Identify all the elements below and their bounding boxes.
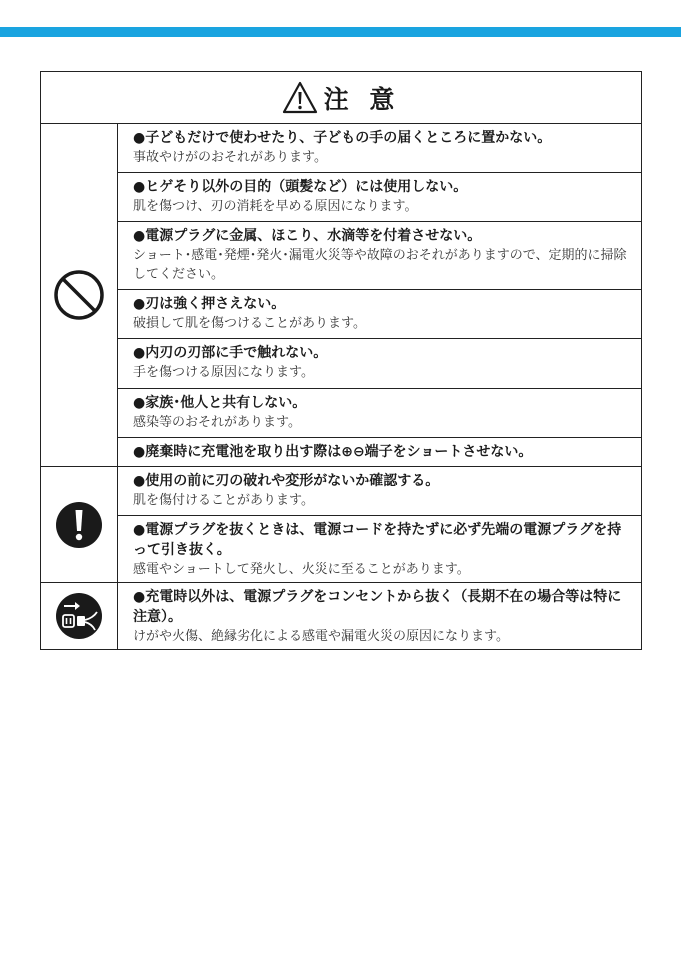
item-heading: ●刃は強く押さえない。 <box>133 296 286 312</box>
item-heading: ●家族･他人と共有しない。 <box>133 395 307 411</box>
warning-triangle-icon <box>282 81 318 114</box>
list-item <box>118 467 641 515</box>
caution-notice <box>40 71 642 650</box>
item-heading: ●廃棄時に充電池を取り出す際は⊕⊖端子をショートさせない。 <box>133 444 533 460</box>
item-description: 手を傷つける原因になります。 <box>133 365 314 380</box>
item-description: 感電やショートして発火し、火災に至ることがあります。 <box>133 562 470 577</box>
item-heading: ●電源プラグを抜くときは、電源コードを持たずに必ず先端の電源プラグを持って引き抜く。 <box>133 522 622 558</box>
list-item <box>118 515 641 583</box>
item-description: ショート･感電･発煙･発火･漏電火災等や故障のおそれがありますので、定期的に掃除してください。 <box>133 248 627 282</box>
list-item <box>118 338 641 388</box>
item-description: 破損して肌を傷つけることがあります。 <box>133 316 366 331</box>
list-item <box>118 437 641 466</box>
list-item <box>118 289 641 338</box>
unplug-icon-cell <box>41 583 118 649</box>
item-description: けがや火傷、絶縁劣化による感電や漏電火災の原因になります。 <box>133 629 509 644</box>
unplug-group <box>41 582 641 649</box>
mandatory-icon-cell <box>41 467 118 582</box>
item-heading: ●充電時以外は、電源プラグをコンセントから抜く（長期不在の場合等は特に注意）。 <box>133 589 622 625</box>
item-heading: ●電源プラグに金属、ほこり、水滴等を付着させない。 <box>133 228 482 244</box>
prohibited-icon <box>53 269 105 321</box>
list-item <box>118 221 641 289</box>
item-heading: ●使用の前に刃の破れや変形がないか確認する。 <box>133 473 440 489</box>
list-item <box>118 172 641 221</box>
notice-title: 注 意 <box>323 84 401 114</box>
top-accent-bar <box>0 27 681 37</box>
prohibited-group <box>41 124 641 466</box>
item-description: 事故やけがのおそれがあります。 <box>133 150 327 165</box>
item-description: 肌を傷付けることがあります。 <box>133 493 314 508</box>
item-heading: ●ヒゲそり以外の目的（頭髪など）には使用しない。 <box>133 179 468 195</box>
mandatory-group <box>41 466 641 582</box>
prohibited-icon-cell <box>41 124 118 466</box>
list-item <box>118 388 641 437</box>
notice-header <box>41 72 641 124</box>
item-description: 肌を傷つけ、刃の消耗を早める原因になります。 <box>133 199 418 214</box>
item-heading: ●内刃の刃部に手で触れない。 <box>133 345 328 361</box>
item-heading: ●子どもだけで使わせたり、子どもの手の届くところに置かない。 <box>133 130 552 146</box>
list-item <box>118 583 641 650</box>
exclamation-icon <box>55 501 103 549</box>
unplug-icon <box>55 592 103 640</box>
item-description: 感染等のおそれがあります。 <box>133 415 301 430</box>
list-item <box>118 124 641 172</box>
